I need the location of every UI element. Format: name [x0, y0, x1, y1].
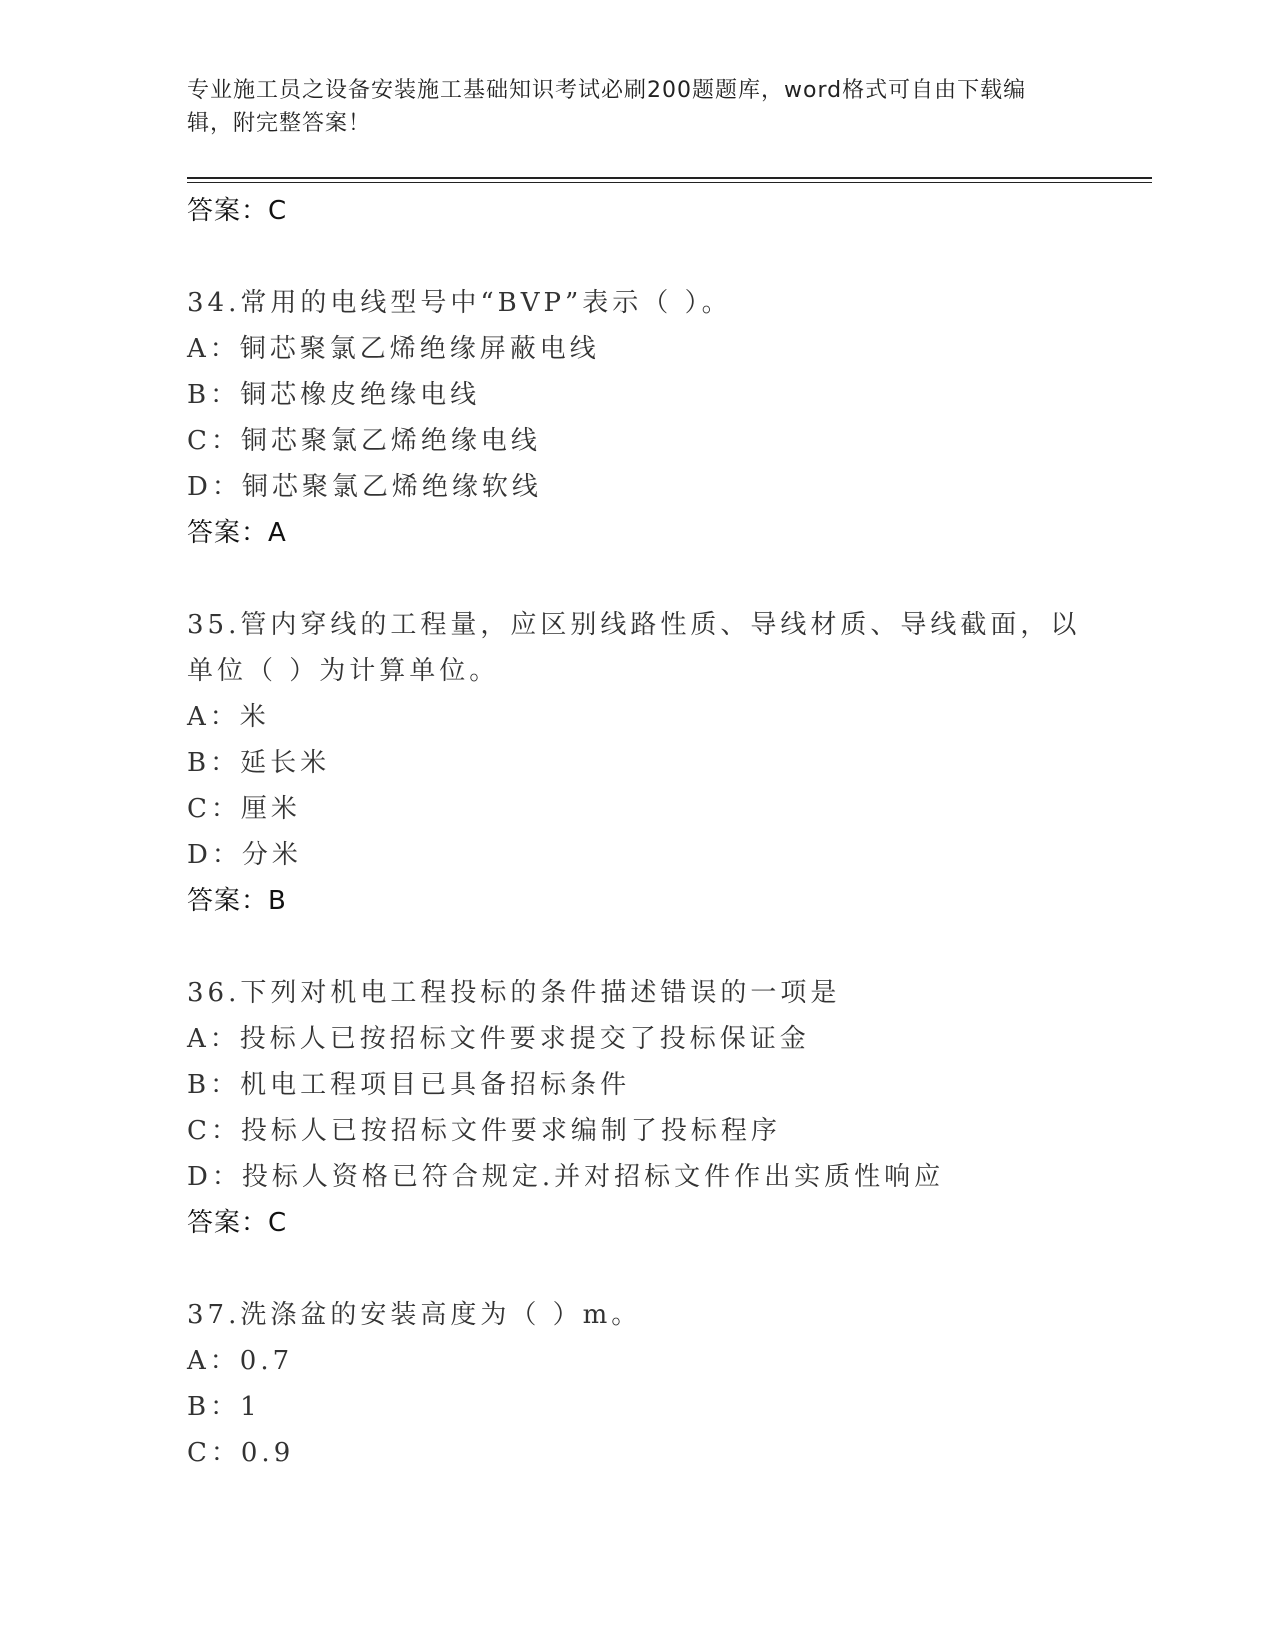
option-b: B：机电工程项目已具备招标条件: [187, 1070, 631, 1100]
option-a: A：0.7: [187, 1346, 294, 1376]
answer-line: 答案：C: [187, 1208, 288, 1238]
question-37: [187, 1292, 1087, 1476]
header-divider-thick: [187, 177, 1152, 179]
question-34: [187, 280, 1087, 556]
answer-line: 答案：A: [187, 518, 287, 548]
question-35: [187, 602, 1087, 924]
header-divider-thin: [187, 182, 1152, 183]
spacer: [187, 234, 1087, 280]
option-a: A：米: [187, 702, 270, 732]
option-c: C：投标人已按招标文件要求编制了投标程序: [187, 1116, 781, 1146]
option-a: A：铜芯聚氯乙烯绝缘屏蔽电线: [187, 334, 600, 364]
option-a: A：投标人已按招标文件要求提交了投标保证金: [187, 1024, 810, 1054]
spacer: [187, 556, 1087, 602]
question-text: 37.洗涤盆的安装高度为（ ）m。: [187, 1300, 642, 1330]
answer-line: 答案：C: [187, 196, 288, 226]
option-c: C：厘米: [187, 794, 301, 824]
option-d: D：投标人资格已符合规定.并对招标文件作出实质性响应: [187, 1162, 945, 1192]
question-text: 35.管内穿线的工程量，应区别线路性质、导线材质、导线截面，以单位（ ）为计算单位。: [187, 610, 1081, 686]
option-d: D：铜芯聚氯乙烯绝缘软线: [187, 472, 542, 502]
answer-line: 答案：B: [187, 886, 287, 916]
spacer: [187, 924, 1087, 970]
option-b: B：铜芯橡皮绝缘电线: [187, 380, 481, 410]
question-text: 34.常用的电线型号中“BVP”表示（ ）。: [187, 288, 732, 318]
option-b: B：1: [187, 1392, 261, 1422]
question-list: [187, 188, 1087, 1476]
option-c: C：铜芯聚氯乙烯绝缘电线: [187, 426, 541, 456]
option-d: D：分米: [187, 840, 302, 870]
question-36: [187, 970, 1087, 1246]
spacer: [187, 1246, 1087, 1292]
document-header: 专业施工员之设备安装施工基础知识考试必刷200题题库，word格式可自由下载编辑，附完整答案！: [187, 78, 1027, 136]
option-b: B：延长米: [187, 748, 331, 778]
question-text: 36.下列对机电工程投标的条件描述错误的一项是: [187, 978, 841, 1008]
option-c: C：0.9: [187, 1438, 295, 1468]
